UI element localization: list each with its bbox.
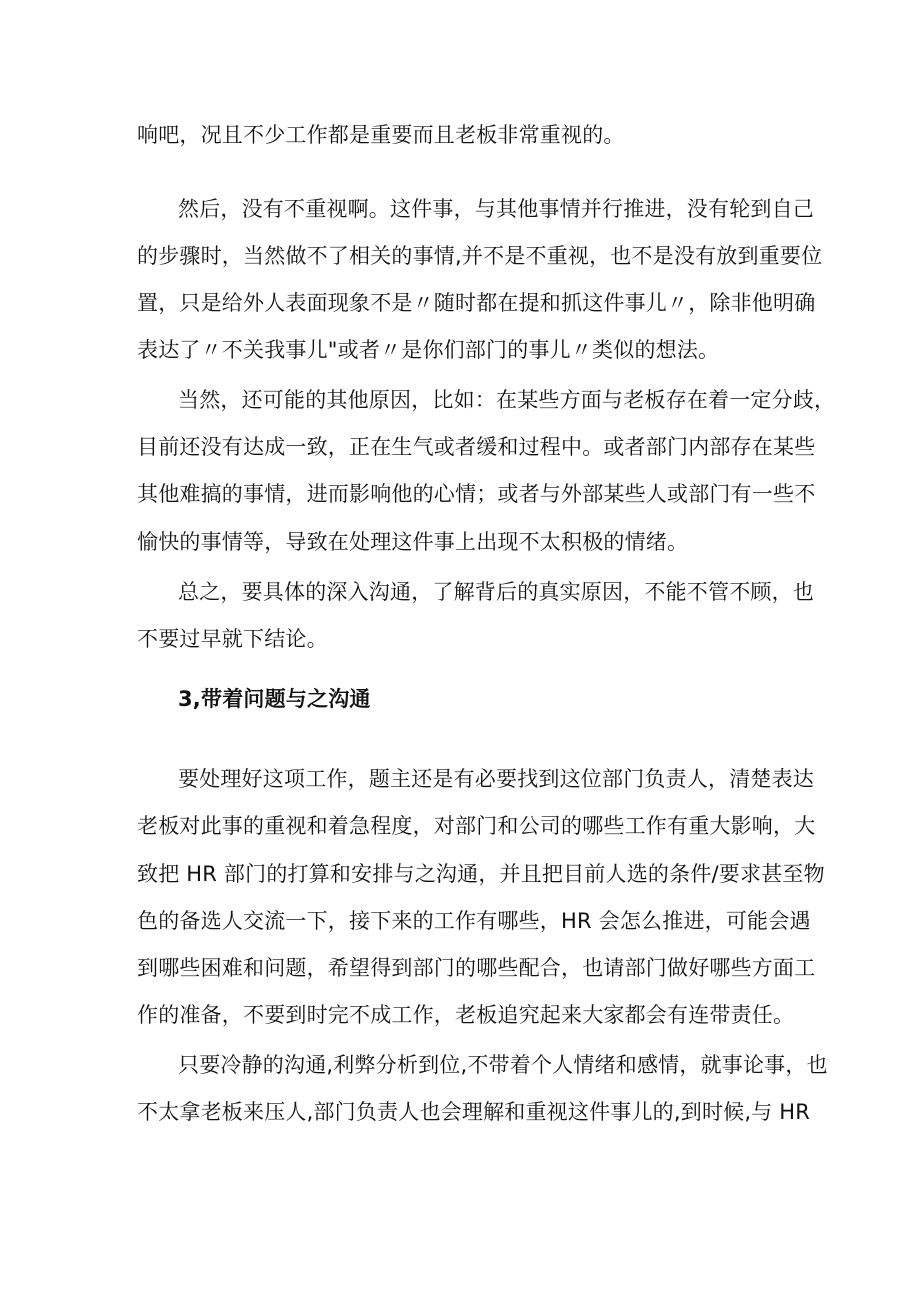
- paragraph-3-line-4: 愉快的事情等，导致在处理这件事上出现不太积极的情绪。: [137, 530, 689, 554]
- paragraph-5-line-6: 作的准备，不要到时完不成工作，老板追究起来大家都会有连带责任。: [137, 1003, 795, 1027]
- paragraph-3-line-1: 当然，还可能的其他原因，比如：在某些方面与老板存在着一定分歧，: [178, 388, 836, 412]
- paragraph-5-line-2: 老板对此事的重视和着急程度，对部门和公司的哪些工作有重大影响，大: [137, 814, 816, 838]
- paragraph-6-line-1: 只要冷静的沟通,利弊分析到位,不带着个人情绪和感情，就事论事，也: [178, 1053, 828, 1077]
- paragraph-5-line-5: 到哪些困难和问题，希望得到部门的哪些配合，也请部门做好哪些方面工: [137, 956, 816, 980]
- paragraph-5-line-1: 要处理好这项工作，题主还是有必要找到这位部门负责人，清楚表达: [178, 767, 814, 791]
- paragraph-2-line-4: 表达了〃不关我事儿"或者〃是你们部门的事儿〃类似的想法。: [137, 338, 720, 362]
- paragraph-2-line-3: 置，只是给外人表面现象不是〃随时都在提和抓这件事儿〃，除非他明确: [137, 291, 816, 315]
- paragraph-1-line-1: 响吧，况且不少工作都是重要而且老板非常重视的。: [137, 123, 625, 147]
- paragraph-4-line-2: 不要过早就下结论。: [137, 627, 328, 651]
- paragraph-2-line-2: 的步骤时，当然做不了相关的事情,并不是不重视，也不是没有放到重要位: [137, 244, 823, 268]
- paragraph-5-line-4: 色的备选人交流一下，接下来的工作有哪些，HR 会怎么推进，可能会遇: [137, 909, 811, 933]
- paragraph-2-line-1: 然后，没有不重视啊。这件事，与其他事情并行推进，没有轮到自己: [178, 197, 814, 221]
- section-heading: 3,带着问题与之沟通: [178, 687, 371, 711]
- paragraph-4-line-1: 总之，要具体的深入沟通，了解背后的真实原因，不能不管不顾，也: [178, 580, 814, 604]
- paragraph-5-line-3: 致把 HR 部门的打算和安排与之沟通，并且把目前人选的条件/要求甚至物: [137, 862, 825, 886]
- paragraph-3-line-2: 目前还没有达成一致，正在生气或者缓和过程中。或者部门内部存在某些: [137, 435, 816, 459]
- paragraph-6-line-2: 不太拿老板来压人,部门负责人也会理解和重视这件事儿的,到时候,与 HR: [137, 1100, 811, 1124]
- paragraph-3-line-3: 其他难搞的事情，进而影响他的心情；或者与外部某些人或部门有一些不: [137, 482, 816, 506]
